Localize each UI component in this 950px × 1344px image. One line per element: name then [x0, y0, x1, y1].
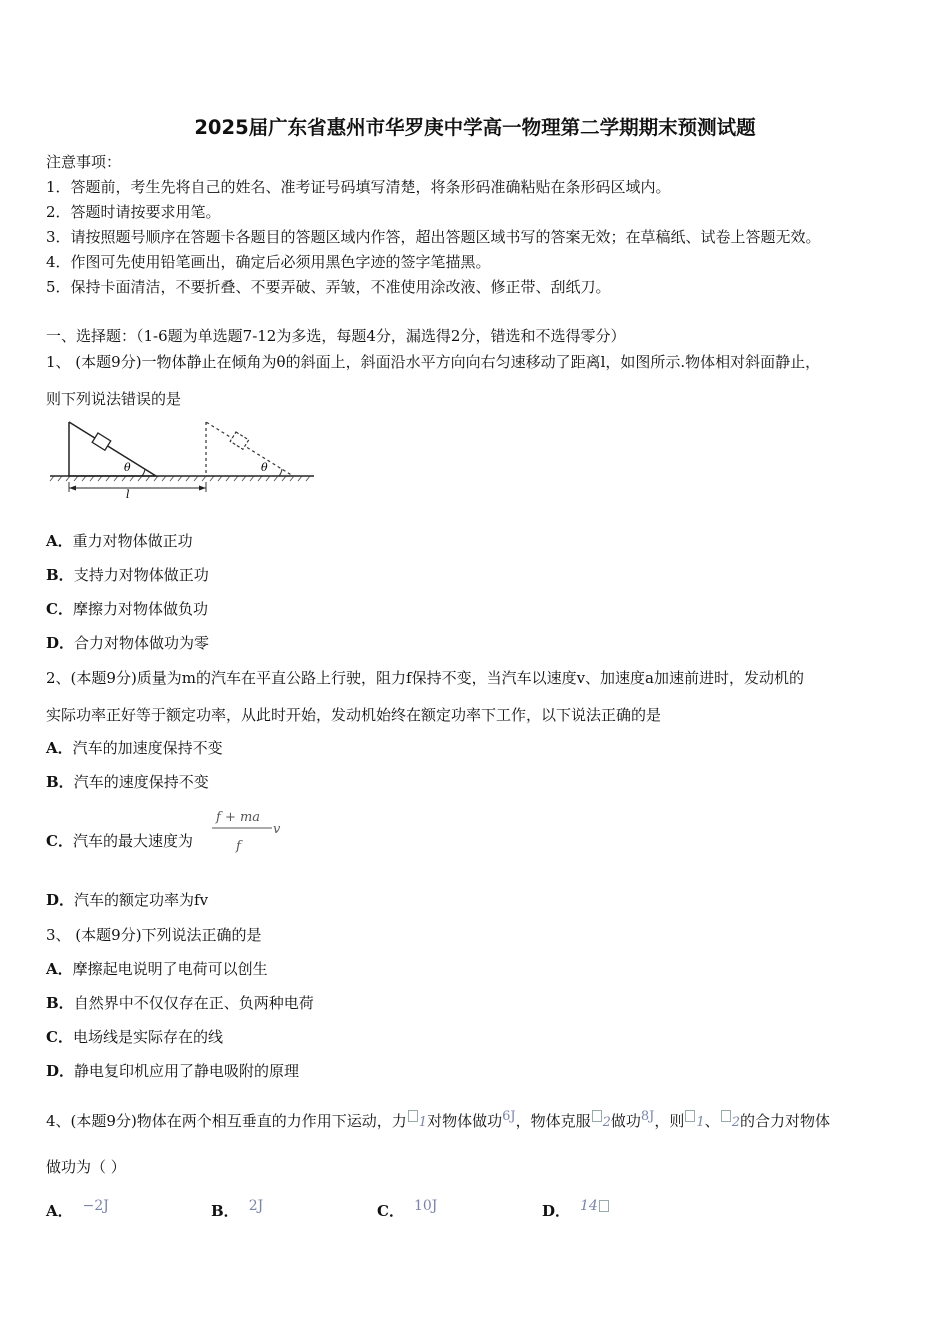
q4-option-a — [46, 1198, 109, 1221]
option-label: C． — [46, 600, 73, 618]
option-text: 电场线是实际存在的线 — [72, 1028, 223, 1046]
option-value: 2J — [248, 1198, 264, 1214]
option-value: −2J — [82, 1198, 109, 1214]
distance-label: l — [126, 488, 130, 500]
q2-option-a — [46, 738, 223, 758]
q4-stem-cont: 做功为（ ） — [46, 1158, 126, 1176]
missing-glyph-icon — [721, 1110, 731, 1122]
option-label: D． — [46, 891, 75, 909]
q1-option-d — [46, 633, 209, 653]
option-label: D． — [46, 634, 75, 652]
missing-glyph-icon — [408, 1110, 418, 1122]
q4-stem — [46, 1107, 830, 1133]
force-subscript: 2 — [731, 1115, 740, 1130]
q4-text: ，则 — [654, 1112, 685, 1130]
option-label: A． — [46, 1202, 73, 1220]
work-value: 6J — [502, 1109, 516, 1124]
q4-text: ，物体克服 — [515, 1112, 591, 1130]
option-label: B． — [46, 773, 74, 791]
option-label: B． — [46, 994, 74, 1012]
missing-glyph-icon — [685, 1110, 695, 1122]
angle-label: θ — [124, 461, 131, 474]
option-label: A． — [46, 532, 73, 550]
q4-text: 、 — [704, 1112, 720, 1130]
work-value: 8J — [640, 1109, 655, 1124]
option-text: 自然界中不仅仅存在正、负两种电荷 — [73, 994, 314, 1012]
q3-option-c — [46, 1027, 223, 1047]
q3-option-b — [46, 993, 314, 1013]
q4-option-c — [377, 1198, 437, 1221]
q1-option-c — [46, 599, 208, 619]
missing-glyph-icon — [599, 1200, 609, 1212]
q1-option-b — [46, 565, 209, 585]
q4-text: 的合力对物体 — [739, 1112, 830, 1130]
section-heading: 一、选择题：（1-6题为单选题7-12为多选，每题4分，漏选得2分，错选和不选得零分） — [46, 327, 626, 345]
q4-text: 4、(本题9分)物体在两个相互垂直的力作用下运动，力 — [46, 1112, 407, 1130]
q2-option-d — [46, 890, 208, 910]
q3-option-d — [46, 1061, 299, 1081]
option-label: D． — [46, 1062, 75, 1080]
q2-stem-cont: 实际功率正好等于额定功率，从此时开始，发动机始终在额定功率下工作，以下说法正确的是 — [46, 706, 662, 724]
option-value: 14 — [580, 1198, 598, 1214]
notice-item: 1．答题前，考生先将自己的姓名、准考证号码填写清楚，将条形码准确粘贴在条形码区域内。 — [46, 178, 671, 196]
option-text: 汽车的速度保持不变 — [73, 773, 209, 791]
force-subscript: 1 — [418, 1115, 428, 1130]
notice-heading: 注意事项： — [46, 153, 122, 171]
max-speed-formula — [210, 806, 290, 856]
q2-option-b — [46, 772, 209, 792]
force-subscript: 2 — [602, 1115, 611, 1130]
option-text: 摩擦力对物体做负功 — [72, 600, 208, 618]
q1-stem-cont: 则下列说法错误的是 — [46, 390, 182, 408]
option-text: 支持力对物体做正功 — [73, 566, 209, 584]
formula-numerator: f + ma — [216, 810, 261, 825]
missing-glyph-icon — [592, 1110, 602, 1122]
option-label: B． — [211, 1202, 239, 1220]
option-label: C． — [46, 832, 73, 850]
q4-option-b — [211, 1198, 263, 1221]
option-label: A． — [46, 960, 73, 978]
notice-item: 3．请按照题号顺序在答题卡各题目的答题区域内作答，超出答题区域书写的答案无效；在草稿纸、试卷上答题无效。 — [46, 228, 821, 246]
q4-option-d — [542, 1198, 610, 1221]
formula-denominator: f — [236, 839, 241, 854]
option-text: 汽车的最大速度为 — [72, 832, 193, 850]
option-text: 重力对物体做正功 — [72, 532, 193, 550]
option-label: C． — [377, 1202, 404, 1220]
option-label: C． — [46, 1028, 73, 1046]
q2-option-c — [46, 831, 193, 851]
option-label: B． — [46, 566, 74, 584]
formula-var: v — [273, 822, 281, 837]
notice-item: 2．答题时请按要求用笔。 — [46, 203, 221, 221]
option-value: 10J — [413, 1198, 438, 1214]
q4-text: 做功 — [610, 1112, 641, 1130]
notice-item: 5．保持卡面清洁，不要折叠、不要弄破、弄皱，不准使用涂改液、修正带、刮纸刀。 — [46, 278, 611, 296]
q1-option-a — [46, 531, 193, 551]
page-title: 2025届广东省惠州市华罗庚中学高一物理第二学期期末预测试题 — [194, 116, 756, 139]
option-text: 静电复印机应用了静电吸附的原理 — [74, 1062, 300, 1080]
option-label: A． — [46, 739, 73, 757]
incline-diagram — [46, 418, 326, 500]
force-subscript: 1 — [696, 1115, 705, 1130]
angle-label: θ — [261, 461, 268, 474]
option-text: 汽车的加速度保持不变 — [72, 739, 223, 757]
q2-stem: 2、(本题9分)质量为m的汽车在平直公路上行驶，阻力f保持不变，当汽车以速度v、加速度a加速前进时，发动机的 — [46, 669, 804, 687]
option-label: D． — [542, 1202, 571, 1220]
q3-option-a — [46, 959, 268, 979]
q3-stem: 3、 (本题9分)下列说法正确的是 — [46, 926, 262, 944]
option-text: 摩擦起电说明了电荷可以创生 — [72, 960, 268, 978]
q4-text: 对物体做功 — [427, 1112, 503, 1130]
q1-stem: 1、 (本题9分)一物体静止在倾角为θ的斜面上，斜面沿水平方向向右匀速移动了距离l，如图所示.物体相对斜面静止， — [46, 353, 821, 371]
notice-item: 4．作图可先使用铅笔画出，确定后必须用黑色字迹的签字笔描黑。 — [46, 253, 491, 271]
option-text: 汽车的额定功率为fv — [74, 891, 209, 909]
option-text: 合力对物体做功为零 — [74, 634, 210, 652]
